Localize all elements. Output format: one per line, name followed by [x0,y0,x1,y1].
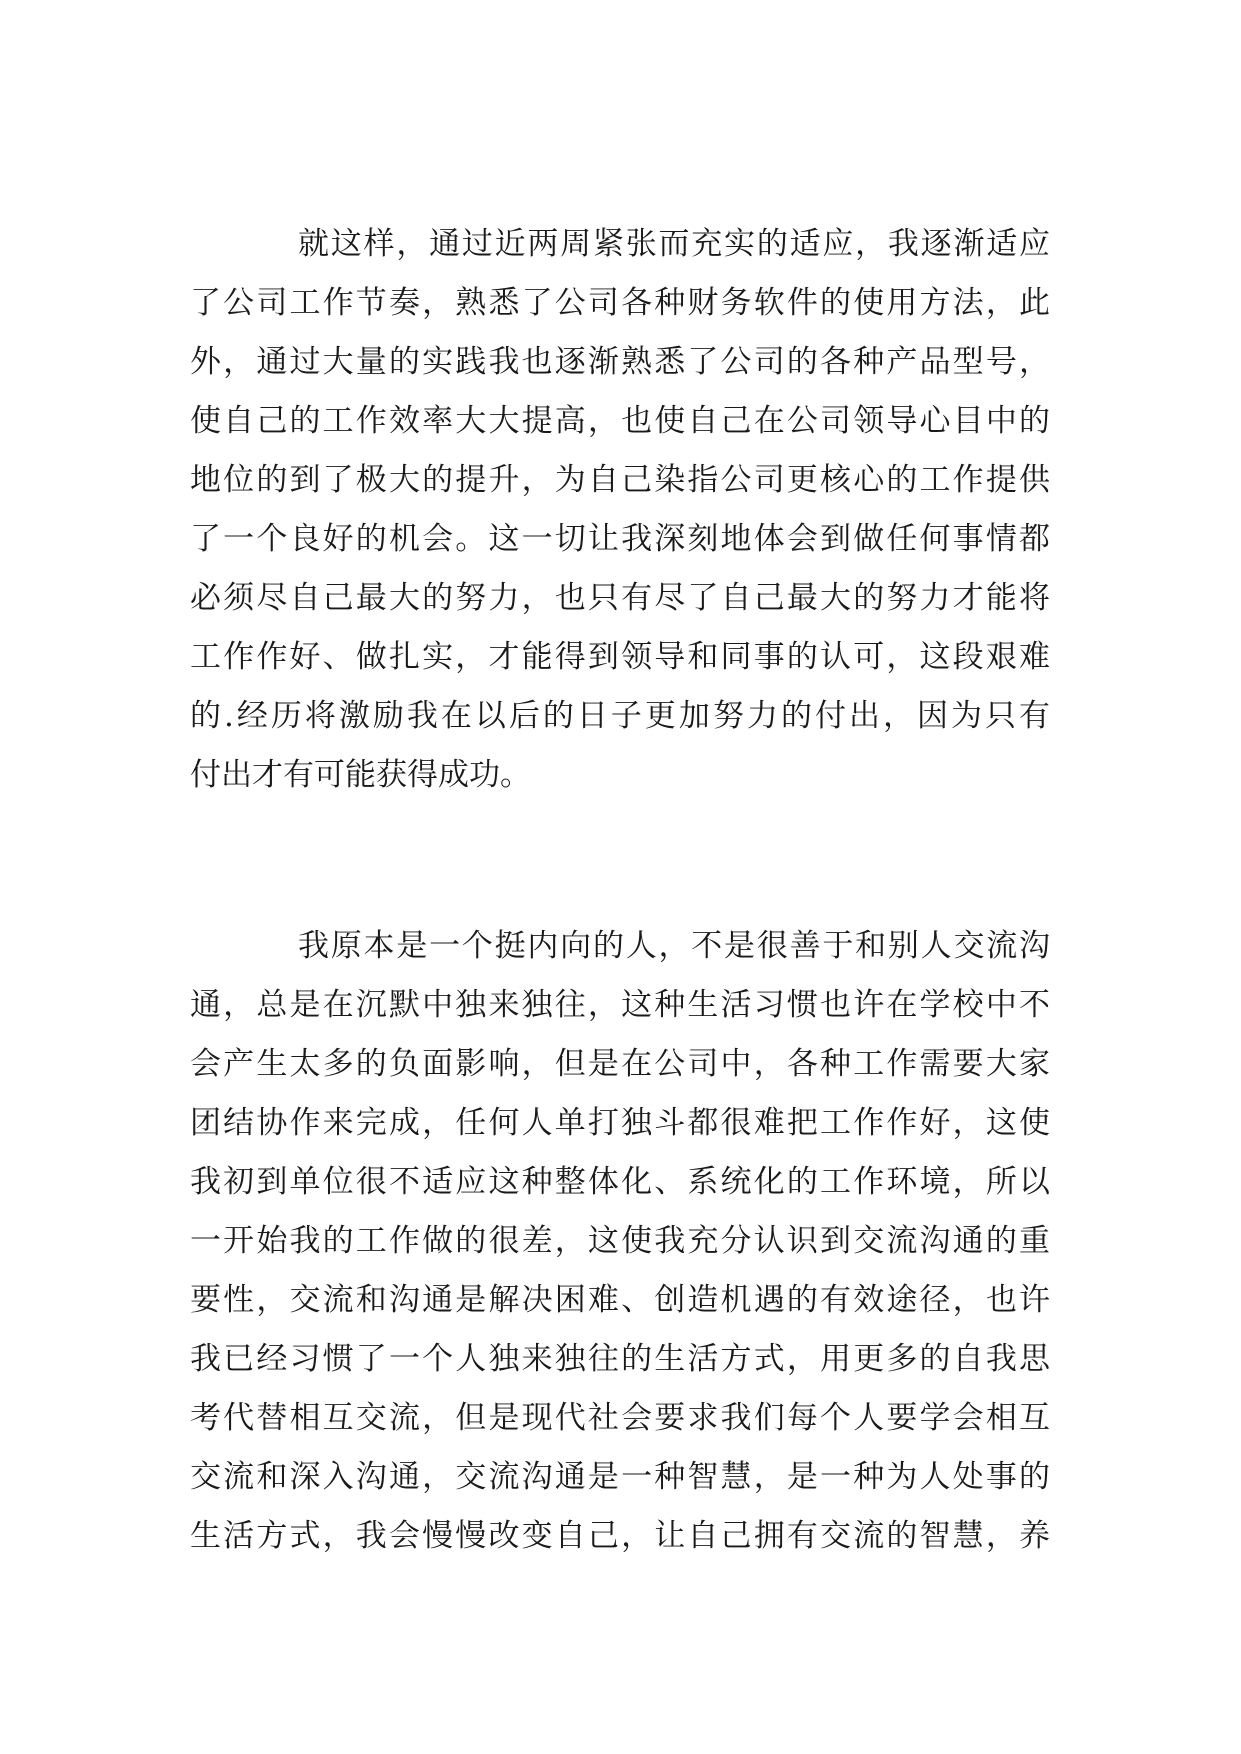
paragraph-line: 使自己的工作效率大大提高，也使自己在公司领导心目中的 [190,403,1050,439]
paragraph-line: 生活方式，我会慢慢改变自己，让自己拥有交流的智慧，养 [190,1518,1050,1554]
paragraph-line: 了一个良好的机会。这一切让我深刻地体会到做任何事情都 [190,521,1050,557]
paragraph-line: 我原本是一个挺内向的人，不是很善于和别人交流沟 [298,928,1050,964]
paragraph-line: 外，通过大量的实践我也逐渐熟悉了公司的各种产品型号， [190,344,1050,380]
paragraph-line: 我已经习惯了一个人独来独往的生活方式，用更多的自我思 [190,1341,1050,1377]
paragraph-line: 交流和深入沟通，交流沟通是一种智慧，是一种为人处事的 [190,1459,1050,1495]
paragraph-line: 必须尽自己最大的努力，也只有尽了自己最大的努力才能将 [190,580,1050,616]
paragraph-line: 通，总是在沉默中独来独往，这种生活习惯也许在学校中不 [190,987,1050,1023]
paragraph-line: 了公司工作节奏，熟悉了公司各种财务软件的使用方法，此 [190,285,1050,321]
paragraph-line: 一开始我的工作做的很差，这使我充分认识到交流沟通的重 [190,1223,1050,1259]
paragraph-line: 的.经历将激励我在以后的日子更加努力的付出，因为只有 [190,698,1050,734]
paragraph-line: 会产生太多的负面影响，但是在公司中，各种工作需要大家 [190,1046,1050,1082]
paragraph-line: 要性，交流和沟通是解决困难、创造机遇的有效途径，也许 [190,1282,1050,1318]
paragraph-line: 地位的到了极大的提升，为自己染指公司更核心的工作提供 [190,462,1050,498]
paragraph-line: 付出才有可能获得成功。 [190,757,531,793]
paragraph-2 [190,917,1050,1566]
paragraph-line: 我初到单位很不适应这种整体化、系统化的工作环境，所以 [190,1164,1050,1200]
paragraph-line: 考代替相互交流，但是现代社会要求我们每个人要学会相互 [190,1400,1050,1436]
paragraph-line: 工作作好、做扎实，才能得到领导和同事的认可，这段艰难 [190,639,1050,675]
paragraph-line: 就这样，通过近两周紧张而充实的适应，我逐渐适应 [298,226,1050,262]
paragraph-line: 团结协作来完成，任何人单打独斗都很难把工作作好，这使 [190,1105,1050,1141]
paragraph-1 [190,215,1050,805]
